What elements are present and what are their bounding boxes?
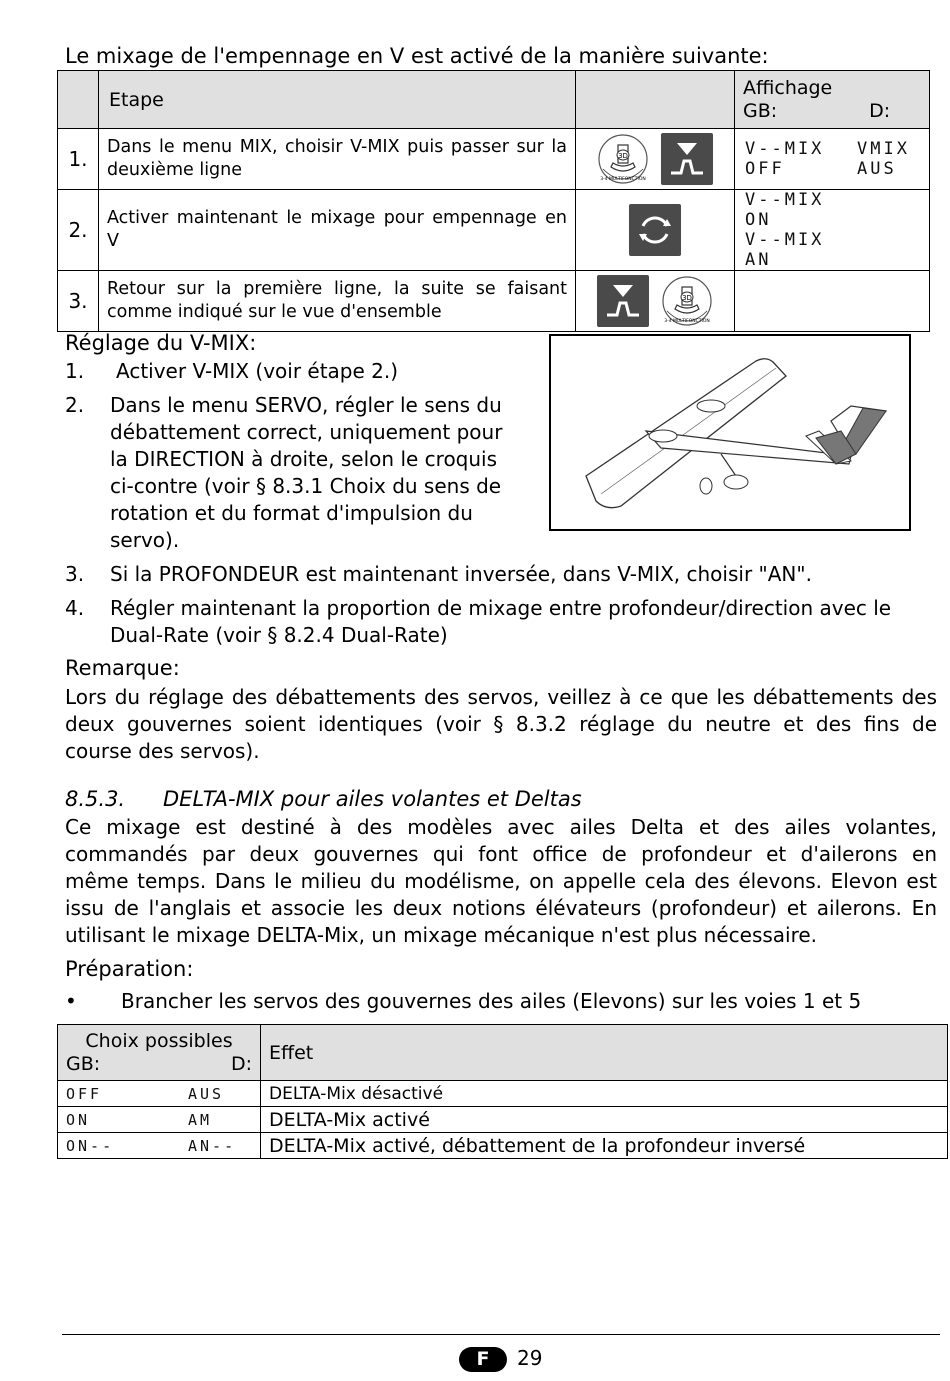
bullet-item: • (65, 989, 77, 1013)
footer-divider (62, 1334, 940, 1335)
steps-table (57, 70, 930, 332)
section-number: 8.5.3. (65, 787, 126, 811)
svg-text:3D: 3D (618, 152, 629, 160)
table-row: 1. Dans le menu MIX, choisir V-MIX puis passer sur la deuxième ligne 3D 3-4 MULTIFONCTION V--MIX OFF VMIX AUS (58, 129, 930, 190)
delta-table (57, 1024, 948, 1159)
remark-title: Remarque: (65, 656, 180, 680)
svg-text:3-4 MULTIFONCTION: 3-4 MULTIFONCTION (600, 177, 647, 182)
svg-text:3D: 3D (681, 294, 692, 302)
header-display: Affichage GB: D: (735, 71, 930, 129)
scroll-button-icon (661, 133, 713, 185)
page-number: 29 (517, 1346, 543, 1370)
vmix-title: Réglage du V-MIX: (65, 331, 257, 355)
table-row: ON-- AN-- DELTA-Mix activé, débattement de la profondeur inversé (58, 1133, 948, 1159)
table-row: 3. Retour sur la première ligne, la suite se faisant comme indiqué sur le vue d'ensemble 3D 3-4 MULTIFONCTION (58, 271, 930, 332)
table-row: 2. Activer maintenant le mixage pour empennage en V V--MIX ON V--MIX AN (58, 190, 930, 271)
remark-text: Lors du réglage des débattements des servos, veillez à ce que les débattements des deux gouvernes soient identiques (voir § 8.3.2 réglage du neutre et des fins de course des servos). (65, 685, 937, 763)
bullet-text: Brancher les servos des gouvernes des ailes (Elevons) sur les voies 1 et 5 (121, 989, 862, 1013)
scroll-button-icon (597, 275, 649, 327)
header-effect: Effet (261, 1025, 948, 1081)
prep-title: Préparation: (65, 957, 194, 981)
svg-text:3-4 MULTIFONCTION: 3-4 MULTIFONCTION (663, 319, 710, 324)
delta-paragraph: Ce mixage est destiné à des modèles avec ailes Delta et des ailes volantes, commandés par deux gouvernes qui font office de profondeur et d'ailerons en même temps. Dans le milieu du modélisme, on appelle cela des élevons. Elevon est issu de l'anglais et associe les deux notions élévateurs (profondeur) et ailerons. En utilisant le mixage DELTA-Mix, un mixage mécanique n'est plus nécessaire. (65, 815, 937, 947)
intro-text: Le mixage de l'empennage en V est activé de la manière suivante: (65, 44, 769, 68)
multifunction-knob-icon (661, 275, 713, 327)
table-row: OFF AUS DELTA-Mix désactivé (58, 1081, 948, 1107)
header-step: Etape (99, 71, 576, 129)
section-title: DELTA-MIX pour ailes volantes et Deltas (163, 787, 582, 811)
rotate-button-icon (629, 204, 681, 256)
table-row: ON AM DELTA-Mix activé (58, 1107, 948, 1133)
header-choices: Choix possibles GB: D: (58, 1025, 261, 1081)
multifunction-knob-icon (597, 133, 649, 185)
vtail-aircraft-illustration (549, 334, 911, 531)
language-badge: F (459, 1347, 507, 1372)
